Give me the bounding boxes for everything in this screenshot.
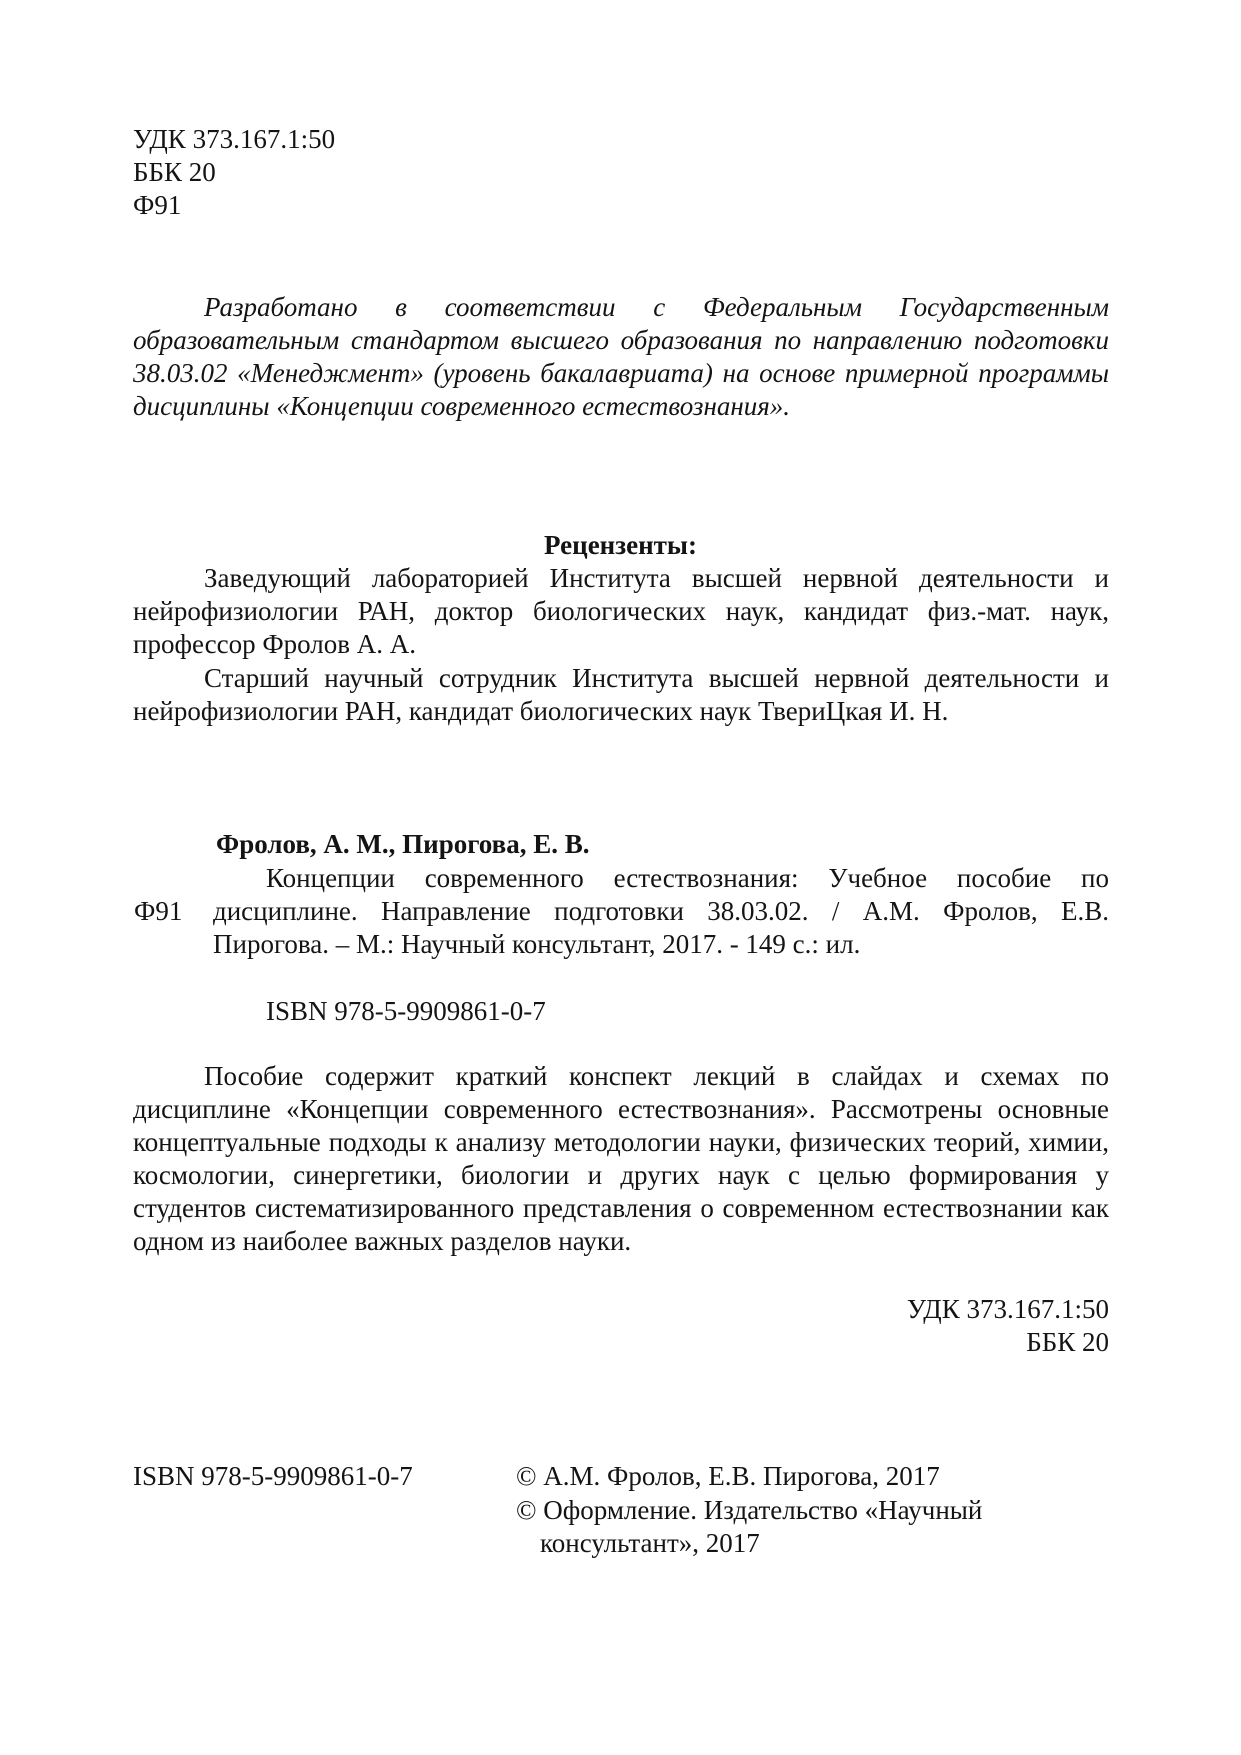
- footer-classification-codes: [700, 1293, 1109, 1359]
- footer-bbk-code: ББК 20: [1026, 1327, 1109, 1357]
- classification-codes: [133, 123, 533, 222]
- bibliographic-authors: Фролов, А. М., Пирогова, Е. В.: [216, 829, 590, 859]
- copyright-design-line1: © Оформление. Издательство «Научный: [516, 1495, 983, 1525]
- imprint-isbn: ISBN 978-5-9909861-0-7: [133, 1461, 413, 1491]
- abstract-paragraph: Пособие содержит краткий конспект лекций в слайдах и схемах по дисциплине «Концепции современного естествознания». Рассмотрены основные концептуальные подходы к анализу методологии науки, физических теорий, химии, космологии, синергетики, биологии и других наук с целью формирования у студентов систематизированного представления о современном естествознании как одном из наиболее важных разделов науки.: [133, 1061, 1109, 1256]
- reviewer-2: Старший научный сотрудник Института высшей нервной деятельности и нейрофизиологии РАН, кандидат биологических наук ТвериЦкая И. Н.: [133, 663, 1109, 726]
- reviewers-heading: Рецензенты:: [544, 530, 697, 560]
- copyright-authors: © А.М. Фролов, Е.В. Пирогова, 2017: [516, 1461, 940, 1491]
- copyright-design-line2: консультант», 2017: [540, 1528, 760, 1558]
- udk-code: УДК 373.167.1:50: [133, 124, 336, 154]
- shelf-mark: Ф91: [133, 190, 182, 220]
- bbk-code: ББК 20: [133, 157, 216, 187]
- bibliographic-description: Концепции современного естествознания: Учебное пособие по дисциплине. Направление подготовки 38.03.02. / А.М. Фролов, Е.В. Пирогова. – М.: Научный консультант, 2017. - 149 с.: ил.: [213, 863, 1109, 959]
- reviewer-1: Заведующий лабораторией Института высшей нервной деятельности и нейрофизиологии РАН, доктор биологических наук, кандидат физ.-мат. наук, профессор Фролов А. А.: [133, 563, 1109, 659]
- intro-paragraph: Разработано в соответствии с Федеральным Государственным образовательным стандартом высшего образования по направлению подготовки 38.03.02 «Менеджмент» (уровень бакалавриата) на основе примерной программы дисциплины «Концепции современного естествознания».: [133, 292, 1109, 421]
- bibliographic-isbn: ISBN 978-5-9909861-0-7: [266, 996, 546, 1026]
- footer-udk-code: УДК 373.167.1:50: [906, 1294, 1109, 1324]
- bibliographic-shelf-mark: Ф91: [134, 896, 183, 926]
